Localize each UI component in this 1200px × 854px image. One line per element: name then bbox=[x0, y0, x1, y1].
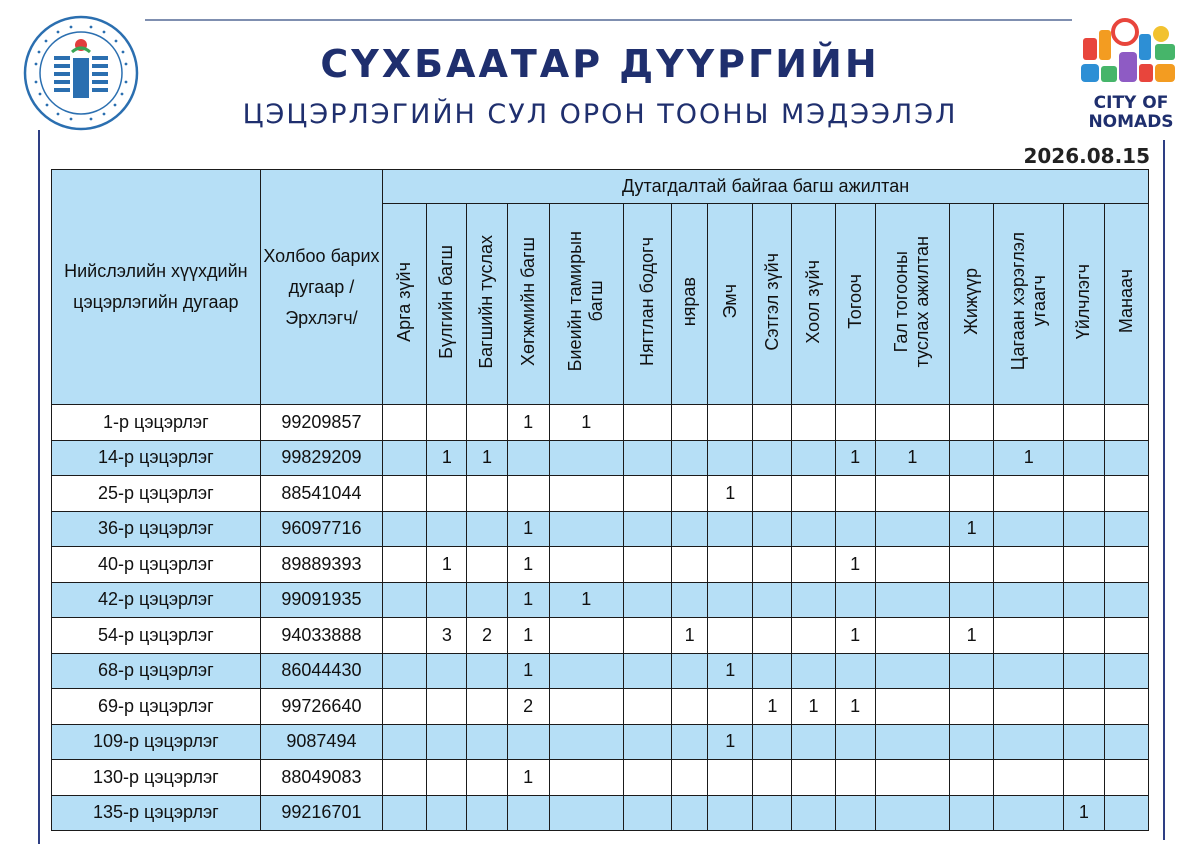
position-header bbox=[383, 204, 427, 405]
contact-phone: 86044430 bbox=[260, 653, 382, 689]
vacancy-count-cell bbox=[427, 724, 467, 760]
vacancy-count-cell bbox=[835, 476, 875, 512]
position-header-label: нярав bbox=[679, 276, 700, 327]
vacancy-count-cell bbox=[549, 476, 623, 512]
vacancy-count-cell bbox=[994, 724, 1064, 760]
table-row bbox=[52, 760, 1149, 796]
vacancy-count-cell bbox=[427, 689, 467, 725]
vacancy-count-cell bbox=[792, 405, 835, 441]
vacancy-count-cell bbox=[753, 440, 792, 476]
vacancy-count-cell: 1 bbox=[507, 760, 549, 796]
vacancy-count-cell bbox=[467, 760, 507, 796]
position-header bbox=[708, 204, 753, 405]
vacancy-count-cell bbox=[1104, 724, 1149, 760]
vacancy-count-cell bbox=[950, 547, 994, 583]
vacancy-count-cell bbox=[623, 440, 671, 476]
vacancy-count-cell bbox=[792, 440, 835, 476]
position-header bbox=[835, 204, 875, 405]
vacancy-count-cell bbox=[623, 618, 671, 654]
vacancy-count-cell bbox=[427, 405, 467, 441]
vacancy-count-cell bbox=[427, 653, 467, 689]
position-header bbox=[875, 204, 949, 405]
shortage-group-header: Дутагдалтай байгаа багш ажилтан bbox=[383, 170, 1149, 204]
vacancy-count-cell bbox=[623, 689, 671, 725]
vacancy-count-cell bbox=[875, 689, 949, 725]
vacancy-count-cell bbox=[467, 724, 507, 760]
page-title: СҮХБААТАР ДҮҮРГИЙН bbox=[320, 42, 880, 86]
contact-phone: 89889393 bbox=[260, 547, 382, 583]
vacancy-count-cell bbox=[427, 582, 467, 618]
vacancy-count-cell bbox=[950, 582, 994, 618]
vacancy-count-cell bbox=[467, 476, 507, 512]
vacancy-count-cell bbox=[1104, 476, 1149, 512]
vacancy-count-cell bbox=[1104, 689, 1149, 725]
vacancy-count-cell bbox=[835, 511, 875, 547]
vacancy-count-cell bbox=[835, 724, 875, 760]
table-row bbox=[52, 405, 1149, 441]
vacancy-count-cell bbox=[1104, 547, 1149, 583]
position-header bbox=[994, 204, 1064, 405]
vacancy-count-cell bbox=[708, 582, 753, 618]
vacancy-count-cell bbox=[708, 760, 753, 796]
vacancy-count-cell bbox=[708, 689, 753, 725]
vacancy-count-cell bbox=[672, 440, 708, 476]
vacancy-count-cell: 1 bbox=[672, 618, 708, 654]
vacancy-count-cell: 2 bbox=[467, 618, 507, 654]
vacancy-count-cell bbox=[1064, 511, 1104, 547]
vacancy-count-cell bbox=[427, 795, 467, 831]
position-header-label: Жижүүр bbox=[961, 268, 982, 335]
right-frame-line bbox=[1163, 140, 1165, 840]
vacancy-count-cell: 1 bbox=[1064, 795, 1104, 831]
vacancy-count-cell: 1 bbox=[835, 547, 875, 583]
vacancy-count-cell bbox=[623, 724, 671, 760]
vacancy-count-cell: 1 bbox=[507, 582, 549, 618]
vacancy-count-cell bbox=[623, 476, 671, 512]
vacancy-count-cell bbox=[427, 511, 467, 547]
vacancy-count-cell bbox=[950, 440, 994, 476]
table-row bbox=[52, 440, 1149, 476]
vacancy-count-cell bbox=[835, 795, 875, 831]
vacancy-count-cell bbox=[467, 689, 507, 725]
vacancy-count-cell bbox=[753, 405, 792, 441]
education-department-emblem-icon bbox=[14, 14, 148, 132]
vacancy-count-cell bbox=[1104, 760, 1149, 796]
vacancy-count-cell bbox=[1064, 440, 1104, 476]
vacancy-count-cell bbox=[792, 795, 835, 831]
table-row bbox=[52, 476, 1149, 512]
contact-phone: 99091935 bbox=[260, 582, 382, 618]
vacancy-count-cell: 1 bbox=[950, 618, 994, 654]
vacancy-count-cell bbox=[623, 653, 671, 689]
vacancy-count-cell bbox=[549, 440, 623, 476]
vacancy-count-cell bbox=[1104, 405, 1149, 441]
vacancy-count-cell bbox=[792, 582, 835, 618]
vacancy-count-cell bbox=[875, 547, 949, 583]
vacancy-count-cell bbox=[875, 511, 949, 547]
vacancy-count-cell bbox=[1064, 689, 1104, 725]
vacancy-count-cell bbox=[623, 795, 671, 831]
vacancy-count-cell bbox=[994, 760, 1064, 796]
table-row bbox=[52, 724, 1149, 760]
vacancy-count-cell bbox=[467, 653, 507, 689]
vacancy-count-cell bbox=[835, 760, 875, 796]
kindergarten-name: 68-р цэцэрлэг bbox=[52, 653, 261, 689]
vacancy-count-cell bbox=[708, 618, 753, 654]
vacancy-count-cell bbox=[994, 405, 1064, 441]
vacancy-count-cell bbox=[950, 724, 994, 760]
vacancy-count-cell bbox=[875, 476, 949, 512]
city-text-line1: CITY OF bbox=[1093, 93, 1169, 113]
vacancy-count-cell bbox=[467, 582, 507, 618]
report-date: 2026.08.15 bbox=[1023, 144, 1150, 168]
vacancy-count-cell: 3 bbox=[427, 618, 467, 654]
vacancy-count-cell: 2 bbox=[507, 689, 549, 725]
vacancy-count-cell bbox=[792, 547, 835, 583]
vacancy-count-cell bbox=[507, 724, 549, 760]
vacancy-count-cell bbox=[792, 618, 835, 654]
vacancy-count-cell bbox=[875, 653, 949, 689]
vacancy-count-cell bbox=[708, 511, 753, 547]
vacancy-count-cell bbox=[383, 440, 427, 476]
vacancy-count-cell bbox=[1064, 405, 1104, 441]
table-row bbox=[52, 547, 1149, 583]
vacancy-count-cell bbox=[383, 547, 427, 583]
kindergarten-name: 69-р цэцэрлэг bbox=[52, 689, 261, 725]
vacancy-count-cell bbox=[994, 476, 1064, 512]
vacancy-count-cell: 1 bbox=[507, 511, 549, 547]
position-header bbox=[467, 204, 507, 405]
vacancy-count-cell bbox=[792, 760, 835, 796]
table-row bbox=[52, 689, 1149, 725]
vacancy-count-cell bbox=[950, 653, 994, 689]
vacancy-count-cell bbox=[1104, 795, 1149, 831]
vacancy-count-cell bbox=[753, 618, 792, 654]
vacancy-count-cell: 1 bbox=[507, 653, 549, 689]
position-header-label: Гал тогооны туслах ажилтан bbox=[891, 235, 933, 368]
vacancy-count-cell bbox=[467, 547, 507, 583]
vacancy-count-cell: 1 bbox=[467, 440, 507, 476]
contact-phone: 9087494 bbox=[260, 724, 382, 760]
position-header-label: Үйлчлэгч bbox=[1073, 263, 1094, 340]
vacancy-count-cell bbox=[672, 582, 708, 618]
kindergarten-name: 109-р цэцэрлэг bbox=[52, 724, 261, 760]
vacancy-count-cell: 1 bbox=[753, 689, 792, 725]
vacancy-count-cell bbox=[507, 795, 549, 831]
kindergarten-name: 135-р цэцэрлэг bbox=[52, 795, 261, 831]
vacancy-count-cell bbox=[1064, 653, 1104, 689]
vacancy-count-cell bbox=[994, 582, 1064, 618]
vacancy-count-cell bbox=[383, 582, 427, 618]
vacancy-count-cell bbox=[623, 760, 671, 796]
contact-phone: 96097716 bbox=[260, 511, 382, 547]
table-body bbox=[52, 405, 1149, 831]
position-header bbox=[753, 204, 792, 405]
vacancy-count-cell bbox=[383, 405, 427, 441]
vacancy-count-cell bbox=[875, 618, 949, 654]
vacancy-count-cell: 1 bbox=[549, 405, 623, 441]
table-row bbox=[52, 511, 1149, 547]
vacancy-count-cell bbox=[549, 653, 623, 689]
vacancy-count-cell: 1 bbox=[708, 476, 753, 512]
vacancy-count-cell bbox=[383, 795, 427, 831]
vacancy-count-cell bbox=[994, 511, 1064, 547]
vacancy-count-cell bbox=[383, 476, 427, 512]
contact-phone: 88541044 bbox=[260, 476, 382, 512]
vacancy-count-cell bbox=[549, 689, 623, 725]
vacancy-count-cell bbox=[1104, 618, 1149, 654]
position-header-label: Арга зүйч bbox=[394, 261, 415, 342]
vacancy-count-cell bbox=[994, 795, 1064, 831]
vacancy-count-cell bbox=[549, 795, 623, 831]
vacancy-count-cell: 1 bbox=[835, 440, 875, 476]
vacancy-count-cell bbox=[549, 724, 623, 760]
vacancy-count-cell bbox=[950, 760, 994, 796]
vacancy-count-cell bbox=[875, 795, 949, 831]
vacancy-count-cell bbox=[950, 476, 994, 512]
vacancy-count-cell bbox=[708, 547, 753, 583]
vacancy-count-cell bbox=[708, 795, 753, 831]
vacancy-count-cell: 1 bbox=[507, 618, 549, 654]
vacancy-count-cell bbox=[672, 724, 708, 760]
vacancy-count-cell bbox=[792, 724, 835, 760]
vacancy-count-cell bbox=[708, 440, 753, 476]
vacancy-count-cell bbox=[950, 405, 994, 441]
position-header bbox=[950, 204, 994, 405]
vacancy-count-cell bbox=[1104, 653, 1149, 689]
position-header bbox=[792, 204, 835, 405]
vacancy-count-cell bbox=[753, 760, 792, 796]
vacancy-count-cell bbox=[950, 689, 994, 725]
vacancy-count-cell: 1 bbox=[835, 618, 875, 654]
vacancy-count-cell: 1 bbox=[950, 511, 994, 547]
kindergarten-name: 1-р цэцэрлэг bbox=[52, 405, 261, 441]
vacancy-count-cell bbox=[835, 582, 875, 618]
vacancy-count-cell bbox=[383, 760, 427, 796]
vacancy-count-cell bbox=[1064, 582, 1104, 618]
vacancy-count-cell bbox=[383, 618, 427, 654]
vacancy-count-cell bbox=[672, 405, 708, 441]
vacancy-count-cell bbox=[792, 476, 835, 512]
kindergarten-name: 25-р цэцэрлэг bbox=[52, 476, 261, 512]
kindergarten-name: 36-р цэцэрлэг bbox=[52, 511, 261, 547]
position-header-label: Багшийн туслах bbox=[476, 234, 497, 369]
position-header-label: Бүлгийн багш bbox=[436, 244, 457, 359]
position-header-label: Биеийн тамирын багш bbox=[565, 231, 607, 372]
vacancy-count-cell bbox=[792, 653, 835, 689]
vacancy-count-cell bbox=[950, 795, 994, 831]
position-header-label: Манаач bbox=[1115, 269, 1136, 334]
vacancy-count-cell bbox=[623, 582, 671, 618]
vacancy-count-cell bbox=[672, 511, 708, 547]
vacancy-count-cell bbox=[427, 476, 467, 512]
vacancy-count-cell bbox=[875, 724, 949, 760]
vacancy-count-cell: 1 bbox=[792, 689, 835, 725]
vacancy-count-cell bbox=[383, 724, 427, 760]
vacancy-count-cell bbox=[753, 653, 792, 689]
kindergarten-name: 14-р цэцэрлэг bbox=[52, 440, 261, 476]
vacancy-count-cell bbox=[875, 582, 949, 618]
vacancy-count-cell bbox=[994, 618, 1064, 654]
vacancy-count-cell bbox=[792, 511, 835, 547]
vacancy-count-cell bbox=[1064, 760, 1104, 796]
kindergarten-name: 130-р цэцэрлэг bbox=[52, 760, 261, 796]
contact-phone: 88049083 bbox=[260, 760, 382, 796]
vacancy-count-cell bbox=[672, 760, 708, 796]
table-row bbox=[52, 582, 1149, 618]
vacancy-count-cell: 1 bbox=[427, 440, 467, 476]
vacancy-count-cell bbox=[383, 511, 427, 547]
vacancy-count-cell bbox=[1064, 724, 1104, 760]
vacancy-count-cell bbox=[753, 511, 792, 547]
vacancy-count-cell: 1 bbox=[994, 440, 1064, 476]
city-text-line2: NOMADS bbox=[1088, 112, 1174, 132]
vacancy-count-cell bbox=[507, 476, 549, 512]
position-header bbox=[427, 204, 467, 405]
table-row bbox=[52, 795, 1149, 831]
vacancy-count-cell bbox=[1104, 440, 1149, 476]
position-header-label: Нягтлан бодогч bbox=[637, 237, 657, 366]
vacancy-count-cell bbox=[672, 689, 708, 725]
vacancy-count-cell bbox=[835, 653, 875, 689]
city-of-nomads-wordmark bbox=[1070, 94, 1192, 132]
table-row bbox=[52, 618, 1149, 654]
position-header-label: Сэтгэл зүйч bbox=[761, 252, 782, 351]
vacancy-count-cell: 1 bbox=[549, 582, 623, 618]
vacancy-count-cell bbox=[623, 405, 671, 441]
contact-phone: 99216701 bbox=[260, 795, 382, 831]
position-header bbox=[672, 204, 708, 405]
vacancy-count-cell bbox=[672, 653, 708, 689]
vacancy-count-cell: 1 bbox=[427, 547, 467, 583]
vacancy-count-cell bbox=[1064, 618, 1104, 654]
vacancy-count-cell bbox=[708, 405, 753, 441]
left-frame-line bbox=[38, 130, 40, 844]
vacancy-count-cell bbox=[875, 760, 949, 796]
kindergarten-name: 42-р цэцэрлэг bbox=[52, 582, 261, 618]
vacancy-count-cell bbox=[835, 405, 875, 441]
vacancy-count-cell bbox=[753, 547, 792, 583]
vacancy-count-cell: 1 bbox=[708, 653, 753, 689]
vacancy-count-cell bbox=[549, 760, 623, 796]
kindergarten-name: 40-р цэцэрлэг bbox=[52, 547, 261, 583]
vacancy-count-cell bbox=[549, 618, 623, 654]
position-header-label: Хөгжмийн багш bbox=[517, 237, 538, 366]
vacancy-count-cell bbox=[875, 405, 949, 441]
vacancy-count-cell bbox=[994, 547, 1064, 583]
vacancy-count-cell bbox=[467, 511, 507, 547]
position-header-label: Эмч bbox=[719, 284, 740, 319]
vacancy-count-cell bbox=[427, 760, 467, 796]
vacancy-table bbox=[51, 169, 1149, 831]
vacancy-count-cell bbox=[1064, 547, 1104, 583]
vacancy-count-cell bbox=[623, 547, 671, 583]
vacancy-count-cell bbox=[383, 689, 427, 725]
vacancy-count-cell bbox=[1104, 582, 1149, 618]
contact-phone: 99829209 bbox=[260, 440, 382, 476]
vacancy-count-cell bbox=[1064, 476, 1104, 512]
position-header bbox=[1104, 204, 1149, 405]
vacancy-count-cell: 1 bbox=[875, 440, 949, 476]
contact-phone: 99209857 bbox=[260, 405, 382, 441]
contact-phone: 94033888 bbox=[260, 618, 382, 654]
top-frame-line bbox=[145, 19, 1072, 21]
vacancy-count-cell bbox=[753, 476, 792, 512]
position-header-label: Цагаан хэрэглэл угаагч bbox=[1007, 232, 1049, 371]
position-header bbox=[623, 204, 671, 405]
vacancy-count-cell bbox=[507, 440, 549, 476]
table-row bbox=[52, 653, 1149, 689]
vacancy-count-cell bbox=[672, 547, 708, 583]
vacancy-count-cell bbox=[672, 795, 708, 831]
vacancy-count-cell: 1 bbox=[835, 689, 875, 725]
position-header bbox=[549, 204, 623, 405]
vacancy-count-cell bbox=[994, 653, 1064, 689]
page-subtitle: ЦЭЦЭРЛЭГИЙН СУЛ ОРОН ТООНЫ МЭДЭЭЛЭЛ bbox=[242, 99, 958, 130]
position-header-label: Хоол зүйч bbox=[803, 259, 824, 344]
vacancy-count-cell bbox=[549, 511, 623, 547]
position-header bbox=[507, 204, 549, 405]
vacancy-count-cell bbox=[672, 476, 708, 512]
vacancy-count-cell bbox=[467, 405, 507, 441]
vacancy-count-cell bbox=[623, 511, 671, 547]
vacancy-count-cell bbox=[753, 582, 792, 618]
vacancy-count-cell bbox=[1104, 511, 1149, 547]
vacancy-count-cell bbox=[383, 653, 427, 689]
position-header bbox=[1064, 204, 1104, 405]
vacancy-count-cell bbox=[753, 724, 792, 760]
vacancy-count-cell: 1 bbox=[708, 724, 753, 760]
vacancy-count-cell bbox=[994, 689, 1064, 725]
vacancy-count-cell: 1 bbox=[507, 547, 549, 583]
contact-phone: 99726640 bbox=[260, 689, 382, 725]
vacancy-count-cell bbox=[753, 795, 792, 831]
vacancy-count-cell bbox=[467, 795, 507, 831]
vacancy-count-cell bbox=[549, 547, 623, 583]
kindergarten-name: 54-р цэцэрлэг bbox=[52, 618, 261, 654]
phone-column-header: Холбоо барих дугаар /Эрхлэгч/ bbox=[260, 170, 382, 405]
vacancy-count-cell: 1 bbox=[507, 405, 549, 441]
position-header-label: Тогооч bbox=[844, 274, 865, 329]
school-column-header: Нийслэлийн хүүхдийн цэцэрлэгийн дугаар bbox=[52, 170, 261, 405]
